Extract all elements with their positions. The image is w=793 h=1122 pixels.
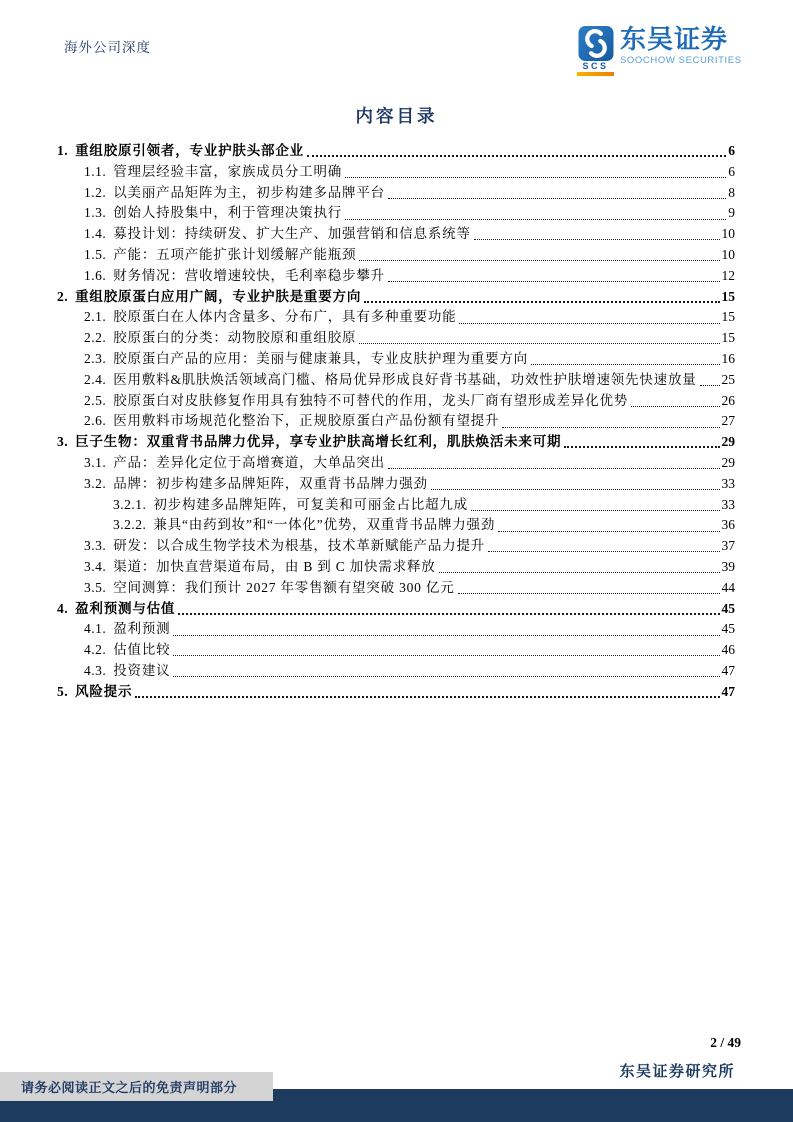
toc-entry-title: 盈利预测与估值 [75,600,176,616]
toc-entry-number: 1.1. [84,163,107,179]
institute-name: 东吴证券研究所 [619,1064,735,1080]
toc-entry [57,203,735,224]
logo-orange-bar [577,72,614,76]
toc-entry-title: 盈利预测 [113,621,171,637]
toc-entry-label [84,640,170,661]
toc-entry-number: 2.3. [84,350,107,366]
toc-dotted-leader [388,468,720,469]
toc-page-number: 8 [728,184,735,200]
toc-entry-number: 3.5. [84,579,107,595]
toc-entry-number: 3.3. [84,538,107,554]
toc-entry-title: 胶原蛋白在人体内含量多、分布广，具有多种重要功能 [113,309,457,325]
toc-entry-title: 胶原蛋白产品的应用：美丽与健康兼具，专业皮肤护理为重要方向 [113,350,528,366]
toc-page-number: 29 [721,454,735,470]
toc-page-number: 27 [721,413,735,429]
toc-dotted-leader [345,177,726,178]
toc-entry-title: 管理层经验丰富，家族成员分工明确 [113,163,343,179]
toc-entry-label [57,141,304,162]
toc-dotted-leader [439,572,720,573]
toc-entry-title: 产能：五项产能扩张计划缓解产能瓶颈 [113,246,357,262]
toc-dotted-leader [173,655,719,656]
toc-entry [57,536,735,557]
toc-entry-title: 空间测算：我们预计 2027 年零售额有望突破 300 亿元 [113,579,455,595]
toc-entry-title: 投资建议 [113,662,171,678]
toc-entry-number: 3.2.2. [113,517,147,533]
toc-page-number: 47 [721,662,735,678]
toc-entry [57,391,735,412]
toc-dotted-leader [173,635,719,636]
toc-entry-title: 财务情况：营收增速较快，毛利率稳步攀升 [113,267,385,283]
toc-page-number: 45 [721,621,735,637]
toc-entry-title: 募投计划：持续研发、扩大生产、加强营销和信息系统等 [113,226,471,242]
toc-entry [57,141,735,162]
toc-entry [57,307,735,328]
toc-page-number: 6 [728,143,735,158]
toc-dotted-leader [458,593,720,594]
toc-dotted-leader [488,551,719,552]
toc-dotted-leader [459,323,719,324]
logo-icon-column [577,26,614,76]
toc-dotted-leader [135,696,719,698]
page-indicator: 2 / 49 [710,1035,741,1050]
toc-entry-title: 初步构建多品牌矩阵，可复美和可丽金占比超九成 [153,496,468,512]
toc-entry-number: 5. [57,683,69,699]
toc-entry [57,599,735,620]
toc-entry-label [57,599,175,620]
page-title: 内容目录 [355,106,438,126]
toc-entry-label [84,183,385,204]
toc-entry-label [84,536,485,557]
toc-entry-number: 2. [57,288,69,304]
toc-entry-label [84,411,499,432]
toc-entry [57,557,735,578]
toc-entry [57,411,735,432]
toc-page-number: 36 [721,517,735,533]
toc-entry-number: 2.1. [84,309,107,325]
toc-entry-label [57,432,561,453]
toc-entry-title: 渠道：加快直营渠道布局，由 B 到 C 加快需求释放 [113,558,436,574]
toc-entry-number: 1.5. [84,246,107,262]
toc-entry-label [84,266,385,287]
toc-entry-title: 巨子生物：双重背书品牌力优异，享专业护肤高增长红利，肌肤焕活未来可期 [75,434,562,450]
toc-entry-title: 研发：以合成生物学技术为根基，技术革新赋能产品力提升 [113,538,486,554]
toc-entry [57,682,735,703]
toc-entry-number: 2.6. [84,413,107,429]
toc-entry [57,619,735,640]
toc-dotted-leader [388,198,726,199]
toc-entry [57,661,735,682]
toc-entry [57,245,735,266]
toc-page-number: 33 [721,496,735,512]
toc-entry-number: 4.3. [84,662,107,678]
toc-entry-label [84,370,697,391]
toc-page-number: 6 [728,163,735,179]
toc-entry-number: 1. [57,143,69,158]
toc-entry [57,515,735,536]
toc-entry-number: 4.2. [84,642,107,658]
toc-page-number: 15 [721,288,735,304]
toc-dotted-leader [345,219,726,220]
toc-page-number: 33 [721,475,735,491]
toc-entry-label [113,515,495,536]
toc-entry-title: 胶原蛋白对皮肤修复作用具有独特不可替代的作用，龙头厂商有望形成差异化优势 [113,392,629,408]
toc-page-number: 16 [721,350,735,366]
toc-page-number: 10 [721,226,735,242]
toc-entry-label [84,453,385,474]
toc-entry-label [84,328,356,349]
toc-entry-label [84,578,455,599]
toc-dotted-leader [531,364,720,365]
toc-dotted-leader [431,489,720,490]
toc-dotted-leader [564,446,719,448]
toc-entry-number: 3.4. [84,558,107,574]
toc-entry-title: 品牌：初步构建多品牌矩阵，双重背书品牌力强劲 [113,475,428,491]
toc-entry-label [84,349,528,370]
toc-dotted-leader [173,676,719,677]
toc-entry-title: 重组胶原引领者，专业护肤头部企业 [75,143,304,158]
toc-page-number: 29 [721,434,735,450]
toc-entry-label [84,619,170,640]
toc-entry [57,432,735,453]
toc-page-number: 25 [721,371,735,387]
toc-entry-number: 1.6. [84,267,107,283]
toc-dotted-leader [178,613,719,615]
toc-entry [57,495,735,516]
toc-entry [57,224,735,245]
toc-entry-label [84,245,356,266]
toc-entry-label [84,474,428,495]
toc-entry-title: 胶原蛋白的分类：动物胶原和重组胶原 [113,330,357,346]
toc-entry [57,640,735,661]
toc-entry [57,370,735,391]
toc-entry [57,453,735,474]
toc-entry-title: 医用敷料&肌肤焕活领域高门槛、格局优异形成良好背书基础，功效性护肤增速领先快速放量 [113,371,697,387]
brand-name-cn: 东吴证券 [620,24,729,54]
logo-text-column [620,26,742,66]
toc-entry-number: 4.1. [84,621,107,637]
toc-entry [57,183,735,204]
toc-entry-label [84,162,342,183]
toc-dotted-leader [502,427,719,428]
toc-entry-label [84,661,170,682]
toc-entry [57,349,735,370]
toc-entry-number: 3.1. [84,454,107,470]
disclaimer-text: 请务必阅读正文之后的免责声明部分 [21,1080,238,1095]
toc-entry-label [84,391,628,412]
toc-entry-number: 4. [57,600,69,616]
toc-entry-number: 3. [57,434,69,450]
toc-entry [57,474,735,495]
toc-page-number: 46 [721,642,735,658]
toc-page-number: 15 [721,309,735,325]
toc-page-number: 15 [721,330,735,346]
logo-scs-text: SCS [582,61,609,71]
toc-entry-title: 创始人持股集中，利于管理决策执行 [113,205,343,221]
disclaimer-box [0,1072,273,1101]
toc-entry-number: 1.3. [84,205,107,221]
toc-entry-title: 重组胶原蛋白应用广阔，专业护肤是重要方向 [75,288,362,304]
toc-page-number: 45 [721,600,735,616]
toc-entry-title: 兼具“由药到妆”和“一体化”优势，双重背书品牌力强劲 [153,517,496,533]
toc-dotted-leader [471,510,720,511]
toc-entry [57,162,735,183]
toc-entry-label [84,224,471,245]
toc-dotted-leader [388,281,720,282]
toc-dotted-leader [359,343,719,344]
soochow-logo [577,26,742,76]
toc-page-number: 39 [721,558,735,574]
toc-page-number: 37 [721,538,735,554]
soochow-logo-icon [578,26,614,61]
toc-dotted-leader [474,239,720,240]
toc-page-number: 9 [728,205,735,221]
toc-entry-title: 产品：差异化定位于高增赛道，大单品突出 [113,454,385,470]
toc-page-number: 47 [721,683,735,699]
toc-entry-label [84,307,456,328]
toc-entry-number: 3.2.1. [113,496,147,512]
toc-entry-number: 1.2. [84,184,107,200]
toc-entry [57,287,735,308]
toc-list [57,141,735,703]
toc-entry-number: 2.4. [84,371,107,387]
toc-entry-number: 1.4. [84,226,107,242]
toc-entry [57,266,735,287]
toc-entry-title: 风险提示 [75,683,133,699]
toc-page-number: 44 [721,579,735,595]
brand-name-en: SOOCHOW SECURITIES [620,55,742,66]
toc-entry-title: 估值比较 [113,642,171,658]
toc-entry-label [57,682,132,703]
toc-entry-title: 以美丽产品矩阵为主，初步构建多品牌平台 [113,184,385,200]
toc-entry-title: 医用敷料市场规范化整治下，正规胶原蛋白产品份额有望提升 [113,413,500,429]
toc-dotted-leader [359,260,719,261]
toc-dotted-leader [700,385,720,386]
toc-dotted-leader [498,531,719,532]
toc-entry-label [113,495,468,516]
toc-entry-label [84,557,436,578]
toc-dotted-leader [631,406,719,407]
toc-entry [57,578,735,599]
report-type-label: 海外公司深度 [64,40,151,55]
toc-entry-label [57,287,361,308]
toc-page-number: 26 [721,392,735,408]
toc-entry-number: 3.2. [84,475,107,491]
toc-entry-label [84,203,342,224]
toc-page-number: 10 [721,246,735,262]
toc-entry-number: 2.5. [84,392,107,408]
toc-dotted-leader [307,155,726,157]
toc-dotted-leader [364,301,719,303]
toc-page-number: 12 [721,267,735,283]
toc-entry [57,328,735,349]
toc-entry-number: 2.2. [84,330,107,346]
